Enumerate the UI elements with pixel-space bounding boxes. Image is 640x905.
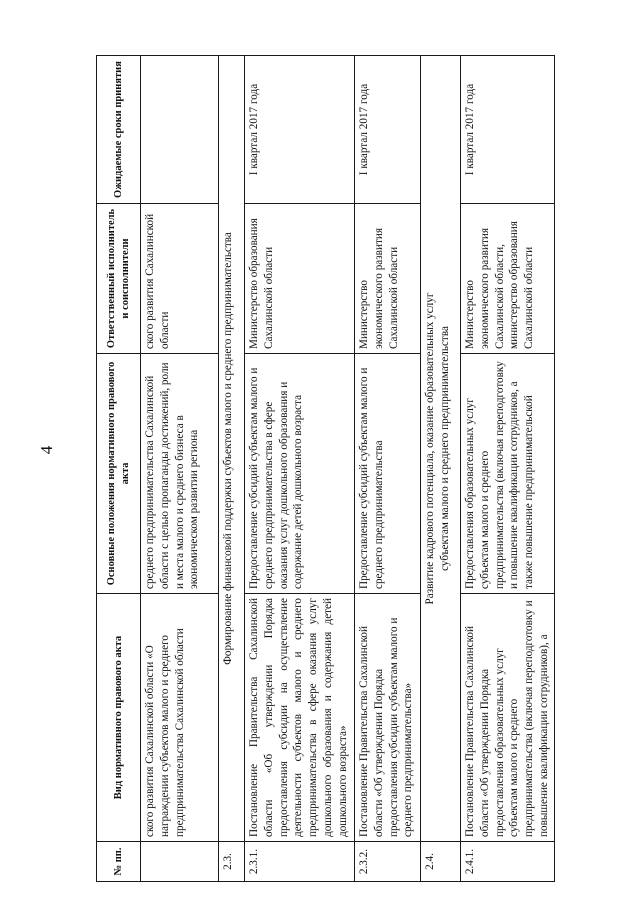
table-row-2-4-1 — [461, 56, 555, 882]
section-row-2-3 — [219, 56, 245, 882]
cell-provisions: Предоставление субсидий субъектам малого и среднего предпринимательства в сфере оказания услуг дошкольного образования и содержание детей дошкольного возраста — [245, 354, 355, 594]
cell-kind: Постановление Правительства Сахалинской области «Об утверждении Порядка предоставления образовательных услуг субъектам малого и среднего предпринимательства (включая переподготовку и повышение квалификации сотрудников), а — [461, 594, 555, 842]
cell-deadline: I квартал 2017 года — [355, 56, 421, 204]
section-title: Формирование финансовой поддержки субъектов малого и среднего предпринимательства — [219, 56, 245, 842]
cell-kind: Постановление Правительства Сахалинской области «Об утверждении Порядка предоставления субсидии на осуществление деятельности субъектов малого и среднего предпринимательства в сфере оказания услуг дошкольного образования и содержания детей дошкольного возраста» — [245, 594, 355, 842]
cell-num: 2.4.1. — [461, 842, 555, 882]
cell-kind: Постановление Правительства Сахалинской области «Об утверждении Порядка предоставления субсидии субъектам малого и среднего предпринимательства» — [355, 594, 421, 842]
table-header-row — [97, 56, 141, 882]
cell-provisions: среднего предпринимательства Сахалинской области с целью пропаганды достижений, роли и места малого и среднего бизнеса в экономическом развитии региона — [141, 354, 219, 594]
cell-provisions: Предоставления образовательных услуг субъектам малого и среднего предпринимательства (включая переподготовку и повышение квалификации сотрудников, а также повышение предпринимательской — [461, 354, 555, 594]
cell-executor: Министерство экономического развития Сахалинской области — [355, 204, 421, 354]
rotated-page — [96, 56, 550, 882]
section-num: 2.3. — [219, 842, 245, 882]
table-row-2-3-2 — [355, 56, 421, 882]
cell-executor: Министерство экономического развития Сахалинской области, министерство образования Сахалинской области — [461, 204, 555, 354]
header-kind: Вид нормативного правового акта — [97, 594, 141, 842]
section-title — [421, 56, 461, 842]
page-number: 4 — [37, 445, 56, 455]
cell-deadline: I квартал 2017 года — [245, 56, 355, 204]
header-provisions: Основные положения нормативного правового акта — [97, 354, 141, 594]
cell-kind: ского развития Сахалинской области «О награждении субъектов малого и среднего предпринимательства Сахалинской области — [141, 594, 219, 842]
cell-num: 2.3.1. — [245, 842, 355, 882]
section-title-line-2: субъектам малого и среднего предпринимательства — [438, 326, 451, 571]
cell-num: 2.3.2. — [355, 842, 421, 882]
section-row-2-4 — [421, 56, 461, 882]
header-executor: Ответственный исполнитель и соисполнители — [97, 204, 141, 354]
table-row-continued — [141, 56, 219, 882]
header-deadline: Ожидаемые сроки принятия — [97, 56, 141, 204]
table-row-2-3-1 — [245, 56, 355, 882]
legal-acts-table — [96, 55, 555, 882]
cell-executor: Министерство образования Сахалинской области — [245, 204, 355, 354]
cell-num — [141, 842, 219, 882]
cell-executor: ского развития Сахалинской области — [141, 204, 219, 354]
cell-deadline: I квартал 2017 года — [461, 56, 555, 204]
section-title-line-1: Развитие кадрового потенциала, оказание образовательных услуг — [424, 292, 436, 605]
header-num: № пп. — [97, 842, 141, 882]
cell-provisions: Предоставление субсидий субъектам малого и среднего предпринимательства — [355, 354, 421, 594]
section-num: 2.4. — [421, 842, 461, 882]
cell-deadline — [141, 56, 219, 204]
